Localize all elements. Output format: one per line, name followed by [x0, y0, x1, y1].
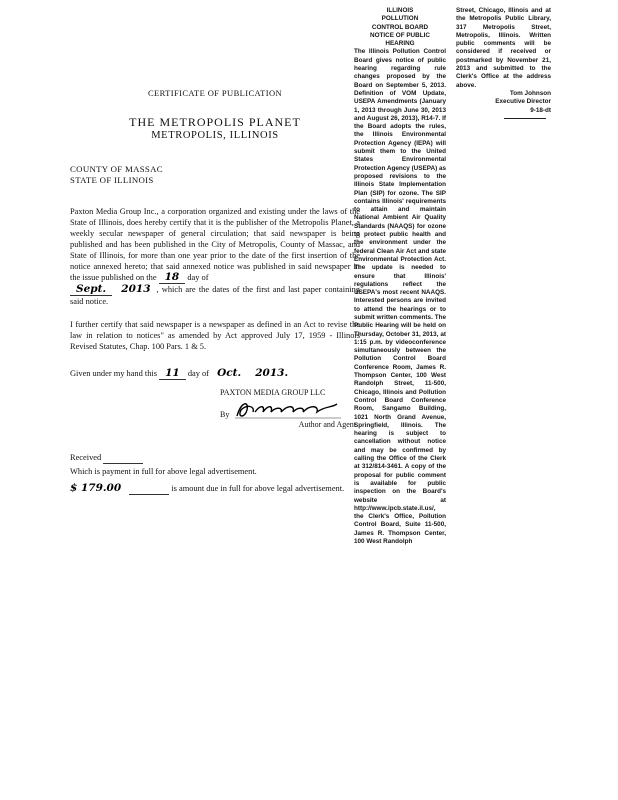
handwritten-day: 18: [159, 272, 186, 284]
notice-signer-title: Executive Director: [495, 98, 551, 106]
given-prefix: Given under my hand this: [70, 369, 157, 378]
handwritten-given-day: 11: [159, 368, 186, 380]
amount-blank: [129, 483, 169, 495]
handwritten-month: Sept.: [70, 284, 112, 296]
handwritten-signature: [233, 398, 343, 420]
amount-row: [70, 483, 360, 495]
notice-body-text: The Illinois Pollution Control Board gives notice of public hearing regarding rule changes proposed by the Board on September 5, 2013. Definition of VOM Update, USEPA Amendments (January 1, 2013 through June 30, 2013 and August 26, 2013), R14-7. If the Board adopts the rules, the Illinois Environmental Protection Agency (IEPA) will submit them to the United States Environmental Protection Agency (USEPA) as proposed revisions to the Illinois State Implementation Plan (SIP) for ozone. The SIP contains Illinois' requirements to attain and maintain National Ambient Air Quality Standards (NAAQS) for ozone to protect public health and the environment under the federal Clean Air Act and state Environmental Protection Act. The update is needed to ensure that Illinois' regulations reflect the USEPA's most recent NAAQS. Interested persons are invited to attend the hearings or to submit written comments. The Public Hearing will be held on Thursday, October 31, 2013, at 1:15 p.m. by videoconference simultaneously between the Pollution Control Board Conference Room, James R. Thompson Center, 100 West Randolph Street, 11-500, Chicago, Illinois and Pollution Control Board Conference Room, Sangamo Building, 1021 North Grand Avenue, Springfield, Illinois. The hearing is subject to cancellation without notice and may be confirmed by calling the Office of the Clerk at 312/814-3461. A copy of the proposal for public comment is available for public inspection on the Board's website at http://www.ipcb.state.il.us/, the Clerk's Office, Pollution Control Board, Suite 11-500, James R. Thompson Center, 100 West Randolph: [354, 48, 447, 545]
notice-heading-4: NOTICE OF PUBLIC: [370, 31, 430, 39]
notice-sign-date: 9-18-dt: [530, 106, 551, 114]
by-label: By: [220, 410, 230, 420]
certification-text-c: , which are the dates of the first and last paper containing said notice.: [70, 285, 360, 306]
signature-block: [220, 388, 360, 430]
notice-heading-5: HEARING: [385, 40, 415, 48]
amount-due-text: is amount due in full for above legal advertisement.: [171, 484, 345, 494]
notice-end-rule: [504, 118, 546, 119]
received-row: [70, 452, 360, 464]
county-line: COUNTY OF MASSAC: [70, 164, 163, 174]
notice-continuation-text: Street, Chicago, Illinois and at the Metropolis Public Library, 317 Metropolis Street, Metropolis, Illinois. Written public comments will be considered if received or postmarked by November 21, 2013 and submitted to the Clerk's Office at the address above.: [456, 7, 551, 89]
newspaper-name: THE METROPOLIS PLANET: [129, 115, 301, 129]
certificate-of-publication: [70, 88, 360, 497]
company-name: PAXTON MEDIA GROUP LLC: [220, 388, 326, 398]
newspaper-definition-paragraph: I further certify that said newspaper is a newspaper as defined in an Act to revise the law in relation to notices" as amended by Act approved July 17, 1959 - Illinois Revised Statutes, Chap. 100 Pars. 1 & 5.: [70, 320, 360, 351]
received-label: Received: [70, 453, 102, 463]
certification-text-a: Paxton Media Group Inc., a corporation organized and existing under the laws of the State of Illinois, does hereby certify that it is the publisher of the Metropolis Planet, a weekly secular newspaper of general circulation; that said newspaper is being published and has been published in the City of Metropolis, County of Massac, and State of Illinois, for more than one year prior to the date of the first insertion of the notice annexed hereto; that said annexed notice was published in said newspaper in the issue published on the: [70, 207, 360, 282]
given-day-of: day of: [187, 369, 209, 378]
certification-paragraph: [70, 206, 360, 307]
handwritten-given-month: Oct.: [217, 367, 242, 379]
newspaper-city: METROPOLIS, ILLINOIS: [151, 130, 279, 141]
signer-title: Author and Agent: [298, 420, 356, 430]
payment-receipt: [70, 452, 360, 495]
certification-text-b: day of: [187, 273, 209, 282]
certificate-heading: CERTIFICATE OF PUBLICATION: [147, 88, 283, 98]
handwritten-year: 2013: [121, 283, 151, 295]
handwritten-amount: $ 179.00: [70, 482, 122, 495]
received-blank: [103, 452, 143, 464]
notice-signer: Tom Johnson: [509, 89, 551, 97]
state-line: STATE OF ILLINOIS: [70, 175, 154, 185]
notice-heading-3: CONTROL BOARD: [371, 23, 429, 31]
notice-heading-1: ILLINOIS: [386, 7, 414, 14]
notice-heading-2: POLLUTION: [381, 15, 419, 23]
payment-in-full-line: Which is payment in full for above legal advertisement.: [70, 467, 257, 477]
legal-notice-column-1: [354, 7, 446, 546]
given-under-hand-line: [70, 368, 360, 380]
handwritten-given-year: 2013.: [255, 367, 289, 379]
legal-notice-column-2: [456, 7, 551, 119]
